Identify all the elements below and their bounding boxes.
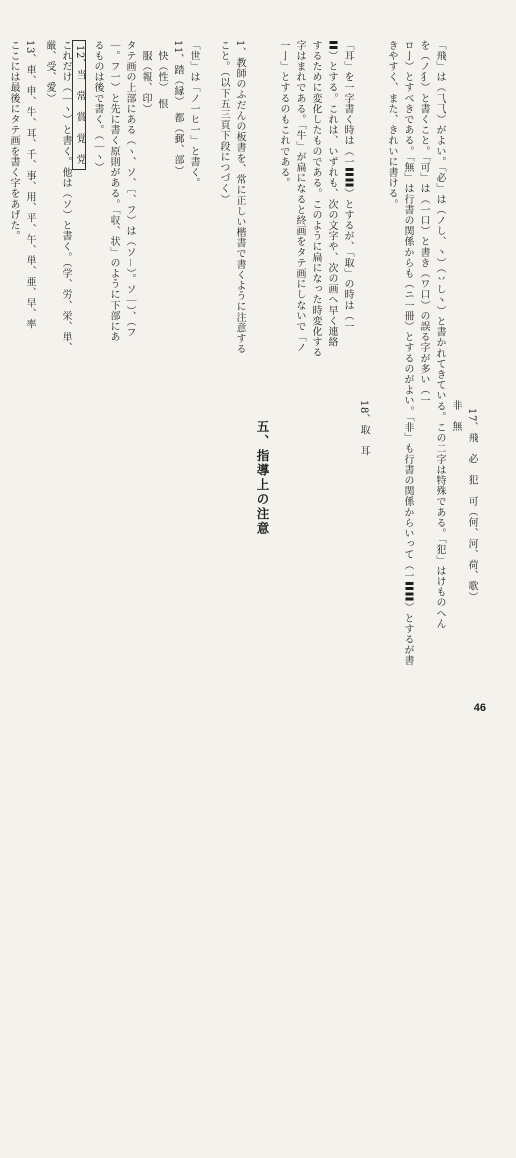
text-column: 厳、受、愛） [44, 40, 55, 104]
text-column: これだけ（｜ヽ）と書く。他は（ソ）と書く。（学、労、栄、単、 [60, 40, 71, 353]
text-column: こと。（以下五三頁下段につづく） [218, 40, 229, 205]
text-column: 快（性） 恨 [156, 40, 167, 110]
text-column: 13、車、申、牛、耳、千、事、用、平、午、単、亜、早、率 [24, 40, 35, 330]
text-column: 「飛」は（⺄⺄）がよい。「必」は（ノし、丶）（丷し丶）と書かれてきている。この二字は特殊である。「犯」はけものへん [434, 40, 445, 630]
text-column: 非 無 [450, 400, 461, 432]
text-column: 服（報、印） [140, 40, 151, 115]
text-column: タテ画の上部にある（ヽ、ソ、〔、フ）は（ソ－）。ソ｜）、（フ [124, 40, 135, 338]
text-column: 1、教師のふだんの板書を、常に正しい楷書で書くように注意する [234, 40, 245, 355]
text-column: ｜。フ一）と先に書く原則がある。「収、状」のように下部にあ [108, 40, 119, 343]
text-column: 一亅」とするのもこれである。 [278, 40, 289, 189]
text-column: きやすく、また、きれいに書ける。 [386, 40, 397, 210]
text-column: るものは後で書く。（｜ヽ） [92, 40, 103, 173]
text-column: ロ亅）とすべきである。「無」は行書の関係からも（ニ一冊）とするのがよい。「非」も行書の関係からいって（一〓〓）とするが書 [402, 40, 413, 666]
text-column: 字はまれである。「牛」が扁になると終画をタテ画にしないで「ノ [294, 40, 305, 353]
text-column: 〓）とする。これは、いずれも、次の文字や、次の画へ早く連絡 [326, 40, 337, 348]
text-column: ここには最後にタテ画を書く字をあげた。 [8, 40, 19, 242]
section-heading: 五、指導上の注意 [255, 420, 270, 536]
text-column: するために変化したものである。このように扁になった時変化する [310, 40, 321, 358]
text-column: 「世」は「ノ一ヒ一」と書く。 [188, 40, 199, 189]
text-column: 18、取 耳 [358, 400, 369, 457]
text-column: 「耳」を一字書く時は（一〓〓）とするが、「取」の時は（一 [342, 40, 353, 332]
text-column: 11、踏（縁） 都（郵、部） [172, 40, 183, 177]
text-column: を（ノ犭）と書くこと。「可」は（一口）と書き（ワ口）の誤る字が多い（一 [418, 40, 429, 406]
page-number: 46 [473, 702, 486, 714]
text-column: 17、飛 必 犯 可（何、河、荷、歌） [466, 408, 477, 603]
kanji-box: 12、当 常 賞 覚 党 [72, 40, 86, 170]
